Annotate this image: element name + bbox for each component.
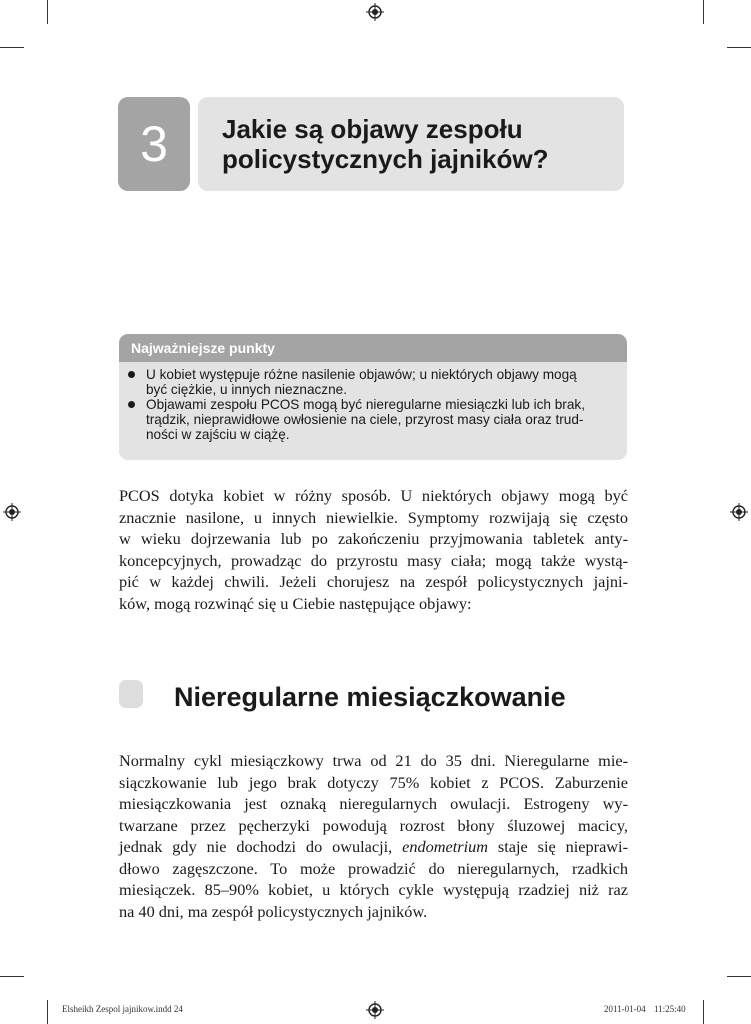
paragraph-line: siączkowanie lub jego brak dotyczy 75% kobiet z PCOS. Zaburzenie (119, 772, 628, 792)
crop-mark-top-right-h (727, 47, 751, 48)
key-point-line: trądzik, nieprawidłowe owłosienie na ciele, przyrost masy ciała oraz trud- (146, 412, 584, 427)
text-run: staje się nieprawi- (488, 837, 629, 856)
key-point-item (126, 367, 618, 397)
crop-mark-bottom-left-v (47, 1000, 48, 1024)
paragraph-line: dłowo zagęszczone. To może prowadzić do nieregularnych, rzadkich (119, 858, 628, 878)
text-run: jednak gdy nie dochodzi do owulacji, (119, 837, 403, 856)
chapter-title-line: policystycznych jajników? (222, 144, 549, 174)
crop-mark-top-left-h (0, 47, 24, 48)
key-points-list (126, 367, 618, 442)
registration-mark-icon (366, 3, 384, 21)
section-marker (119, 680, 143, 708)
crop-mark-bottom-right-v (703, 1000, 704, 1024)
intro-paragraph (119, 485, 628, 614)
slug-file: Elsheikh Zespol jajnikow.indd 24 (62, 1004, 183, 1014)
crop-mark-bottom-right-h (727, 976, 751, 977)
key-point-line: Objawami zespołu PCOS mogą być nieregularne miesiączki lub ich brak, (146, 397, 585, 412)
chapter-title (222, 114, 622, 174)
paragraph-line: w wieku dojrzewania lub po zakończeniu przyjmowania tabletek anty- (119, 529, 628, 548)
registration-mark-icon (730, 503, 748, 521)
slug-time: 11:25:40 (654, 1004, 686, 1014)
paragraph-line: miesiączkowania jest oznaką nieregularnych owulacji. Estrogeny wy- (119, 794, 628, 813)
section-title: Nieregularne miesiączkowanie (174, 682, 566, 712)
italic-term: endometrium (402, 837, 489, 856)
paragraph-line: koncepcyjnych, prowadząc do przyrostu masy ciała; mogą także wystą- (119, 550, 628, 570)
paragraph-line: na 40 dni, ma zespół policystycznych jajników. (119, 901, 428, 921)
key-point-item (126, 397, 618, 442)
paragraph-line: miesiączek. 85–90% kobiet, u których cykle występują rzadziej niż raz (119, 880, 628, 899)
paragraph-line: PCOS dotyka kobiet w różny sposób. U niektórych objawy mogą być (119, 486, 628, 505)
crop-mark-top-left-v (47, 0, 48, 24)
bullet-icon (128, 401, 135, 408)
chapter-number: 3 (118, 97, 190, 191)
key-point-line: U kobiet występuje różne nasilenie objawów; u niektórych objawy mogą (146, 367, 577, 382)
paragraph-line (119, 836, 628, 858)
paragraph-line: pić w każdej chwili. Jeżeli chorujesz na zespół policystycznych jajni- (119, 572, 628, 591)
paragraph-line: Normalny cykl miesiączkowy trwa od 21 do 35 dni. Nieregularne mie- (119, 751, 628, 770)
key-points-title: Najważniejsze punkty (131, 340, 275, 356)
paragraph-line: ków, mogą rozwinąć się u Ciebie następujące objawy: (119, 593, 472, 613)
chapter-title-line: Jakie są objawy zespołu (222, 114, 523, 144)
registration-mark-icon (366, 1001, 384, 1019)
paragraph-line: twarzane przez pęcherzyki powodują rozrost błony śluzowej macicy, (119, 815, 628, 835)
section-paragraph (119, 750, 628, 922)
paragraph-line: znacznie nasilone, u innych niewielkie. Symptomy rozwijają się często (119, 507, 628, 527)
slug-date: 2011-01-04 (604, 1004, 646, 1014)
bullet-icon (128, 371, 135, 378)
crop-mark-top-right-v (703, 0, 704, 24)
key-point-line: być ciężkie, u innych nieznaczne. (146, 382, 347, 397)
crop-mark-bottom-left-h (0, 976, 24, 977)
registration-mark-icon (3, 503, 21, 521)
key-point-line: ności w zajściu w ciążę. (146, 427, 290, 442)
